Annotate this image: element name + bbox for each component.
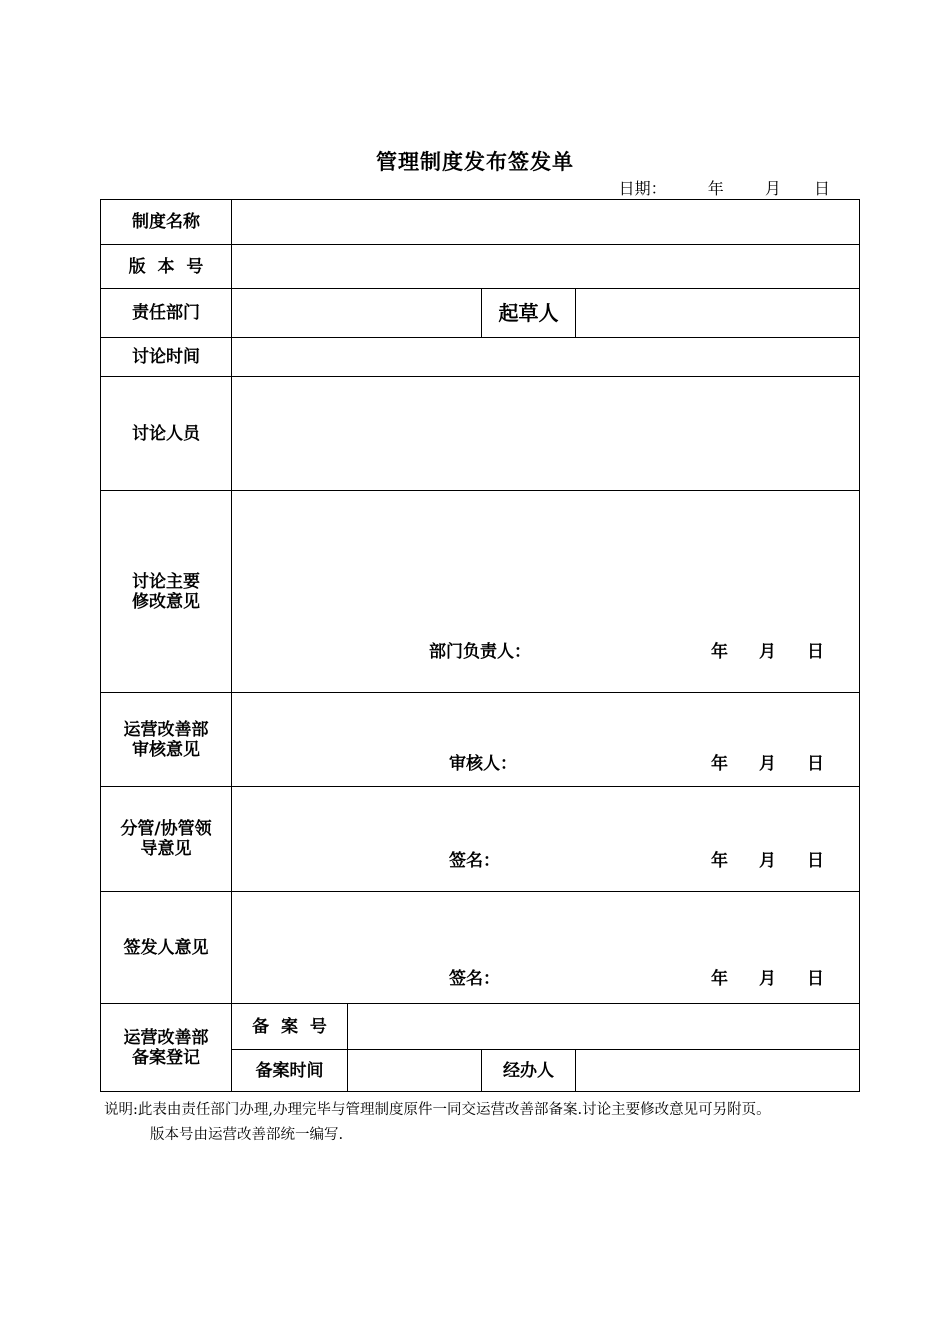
field-discuss-people[interactable] <box>232 377 860 491</box>
sig-year: 年 <box>711 851 728 871</box>
field-policy-name[interactable] <box>232 200 860 245</box>
label-handler: 经办人 <box>482 1050 576 1092</box>
row-name <box>101 200 860 245</box>
label-ops-review <box>101 693 232 787</box>
footnote <box>104 1098 771 1148</box>
footnote-line-2: 版本号由运营改善部统一编写. <box>150 1127 344 1143</box>
label-leader <box>101 787 232 892</box>
label-discuss-people: 讨论人员 <box>101 377 232 491</box>
sig-day: 日 <box>807 969 824 989</box>
label-issuer: 签发人意见 <box>101 892 232 1004</box>
sig-month: 月 <box>759 642 776 662</box>
label-line: 讨论主要 <box>132 571 200 592</box>
row-discuss-opinion <box>101 491 860 693</box>
reviewer-label: 审核人： <box>449 754 517 774</box>
dept-head-label: 部门负责人： <box>429 642 531 662</box>
row-filing-no <box>101 1004 860 1050</box>
field-discuss-time[interactable] <box>232 338 860 377</box>
label-line: 导意见 <box>140 839 192 859</box>
row-discuss-people <box>101 377 860 491</box>
date-label: 日期： <box>618 179 667 198</box>
date-day: 日 <box>813 179 830 198</box>
row-issuer <box>101 892 860 1004</box>
field-dept[interactable] <box>232 289 482 338</box>
field-issuer[interactable] <box>232 892 860 1004</box>
label-drafter: 起草人 <box>482 289 576 338</box>
field-filing-time[interactable] <box>348 1050 482 1092</box>
date-line <box>619 176 830 199</box>
sign-label: 签名： <box>449 969 500 989</box>
sig-day: 日 <box>807 851 824 871</box>
sign-label: 签名： <box>449 851 500 871</box>
field-leader[interactable] <box>232 787 860 892</box>
sig-month: 月 <box>759 969 776 989</box>
date-month: 月 <box>764 179 781 198</box>
label-line: 修改意见 <box>132 591 200 612</box>
sig-day: 日 <box>807 754 824 774</box>
label-line: 备案登记 <box>132 1047 200 1068</box>
label-line: 审核意见 <box>132 739 200 760</box>
field-filing-no[interactable] <box>348 1004 860 1050</box>
sig-year: 年 <box>711 642 728 662</box>
sig-month: 月 <box>759 851 776 871</box>
row-version <box>101 245 860 289</box>
label-policy-name: 制度名称 <box>101 200 232 245</box>
issuance-form-table <box>100 199 860 1092</box>
field-version[interactable] <box>232 245 860 289</box>
field-ops-review[interactable] <box>232 693 860 787</box>
sig-month: 月 <box>759 754 776 774</box>
label-version: 版 本 号 <box>101 245 232 289</box>
sig-year: 年 <box>711 754 728 774</box>
label-line: 运营改善部 <box>123 719 209 740</box>
row-discuss-time <box>101 338 860 377</box>
row-dept <box>101 289 860 338</box>
label-line: 分管/协管领 <box>120 819 212 839</box>
date-year: 年 <box>707 179 724 198</box>
label-filing-no: 备 案 号 <box>232 1004 348 1050</box>
row-ops-review <box>101 693 860 787</box>
label-dept: 责任部门 <box>101 289 232 338</box>
sig-year: 年 <box>711 969 728 989</box>
label-filing <box>101 1004 232 1092</box>
form-title: 管理制度发布签发单 <box>376 150 574 174</box>
field-discuss-opinion[interactable] <box>232 491 860 693</box>
label-discuss-time: 讨论时间 <box>101 338 232 377</box>
field-handler[interactable] <box>576 1050 860 1092</box>
label-line: 运营改善部 <box>123 1027 209 1048</box>
field-drafter[interactable] <box>576 289 860 338</box>
label-discuss-opinion <box>101 491 232 693</box>
sig-day: 日 <box>807 642 824 662</box>
label-filing-time: 备案时间 <box>232 1050 348 1092</box>
footnote-line-1: 说明:此表由责任部门办理,办理完毕与管理制度原件一同交运营改善部备案.讨论主要修改意见可另附页。 <box>104 1102 771 1118</box>
row-leader <box>101 787 860 892</box>
